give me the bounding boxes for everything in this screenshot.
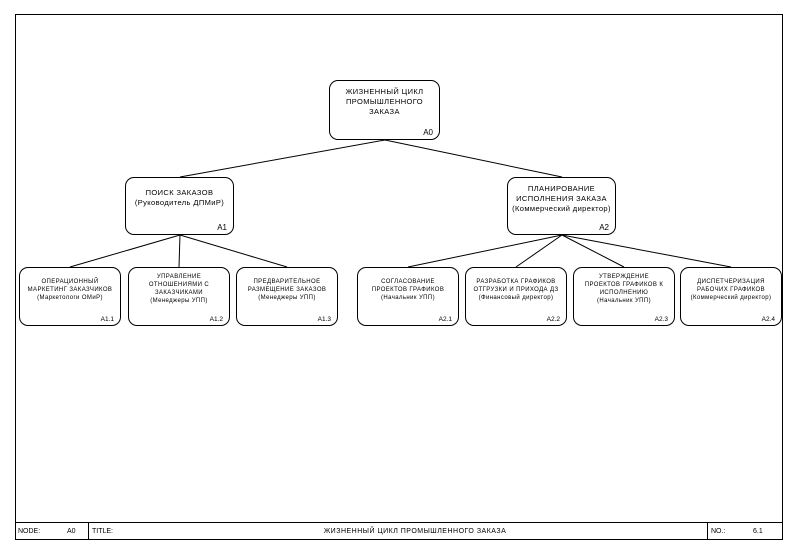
link-a1-a11 — [70, 235, 180, 267]
activity-box-a1[interactable] — [125, 177, 234, 235]
link-a1-a12 — [179, 235, 180, 267]
node-code: A2.1 — [438, 316, 452, 323]
activity-box-a1-1[interactable] — [19, 267, 121, 326]
activity-label: ДИСПЕТЧЕРИЗАЦИЯ РАБОЧИХ ГРАФИКОВ (Коммерческий директор) — [690, 279, 772, 302]
activity-label: РАЗРАБОТКА ГРАФИКОВ ОТГРУЗКИ И ПРИХОДА ДЗ (Финансовый директор) — [473, 279, 559, 302]
node-code: A2.2 — [546, 316, 560, 323]
number-value: 6.1 — [753, 528, 763, 535]
title-label: TITLE: — [92, 528, 114, 535]
diagram-footer — [15, 522, 783, 541]
activity-label: ПЛАНИРОВАНИЕ ИСПОЛНЕНИЯ ЗАКАЗА (Коммерческий директор) — [512, 184, 611, 214]
activity-box-a2-3[interactable] — [573, 267, 675, 326]
link-a1-a13 — [180, 235, 287, 267]
activity-label: ПРЕДВАРИТЕЛЬНОЕ РАЗМЕЩЕНИЕ ЗАКАЗОВ (Менеджеры УПП) — [247, 279, 327, 302]
activity-box-a1-2[interactable] — [128, 267, 230, 326]
activity-label: ЖИЗНЕННЫЙ ЦИКЛ ПРОМЫШЛЕННОГО ЗАКАЗА — [345, 87, 424, 117]
node-label: NODE: — [18, 528, 41, 535]
node-code: A1.3 — [317, 316, 331, 323]
footer-divider — [707, 523, 708, 540]
activity-box-a2[interactable] — [507, 177, 616, 235]
node-code: A1.2 — [209, 316, 223, 323]
node-code: A2.4 — [761, 316, 775, 323]
link-a2-a23 — [562, 235, 624, 267]
node-code: A1 — [217, 223, 227, 232]
activity-box-a2-4[interactable] — [680, 267, 782, 326]
link-a2-a24 — [562, 235, 731, 267]
activity-box-a1-3[interactable] — [236, 267, 338, 326]
link-a0-a2 — [385, 140, 562, 177]
activity-label: УПРАВЛЕНИЕ ОТНОШЕНИЯМИ С ЗАКАЗЧИКАМИ (Менеджеры УПП) — [148, 274, 210, 305]
node-code: A1.1 — [100, 316, 114, 323]
node-code: A0 — [423, 128, 433, 137]
activity-label: ПОИСК ЗАКАЗОВ (Руководитель ДПМиР) — [134, 188, 225, 208]
activity-box-a0[interactable] — [329, 80, 440, 140]
link-a0-a1 — [180, 140, 385, 177]
footer-divider — [88, 523, 89, 540]
number-label: NO.: — [711, 528, 726, 535]
title-value: ЖИЗНЕННЫЙ ЦИКЛ ПРОМЫШЛЕННОГО ЗАКАЗА — [323, 528, 507, 535]
activity-box-a2-1[interactable] — [357, 267, 459, 326]
activity-label: СОГЛАСОВАНИЕ ПРОЕКТОВ ГРАФИКОВ (Начальник УПП) — [371, 279, 445, 302]
node-code: A2 — [599, 223, 609, 232]
activity-box-a2-2[interactable] — [465, 267, 567, 326]
node-value: A0 — [67, 528, 76, 535]
activity-label: ОПЕРАЦИОННЫЙ МАРКЕТИНГ ЗАКАЗЧИКОВ (Маркетологи ОМиР) — [27, 279, 113, 302]
activity-label: УТВЕРЖДЕНИЕ ПРОЕКТОВ ГРАФИКОВ К ИСПОЛНЕНИЮ (Начальник УПП) — [584, 274, 664, 305]
node-code: A2.3 — [654, 316, 668, 323]
